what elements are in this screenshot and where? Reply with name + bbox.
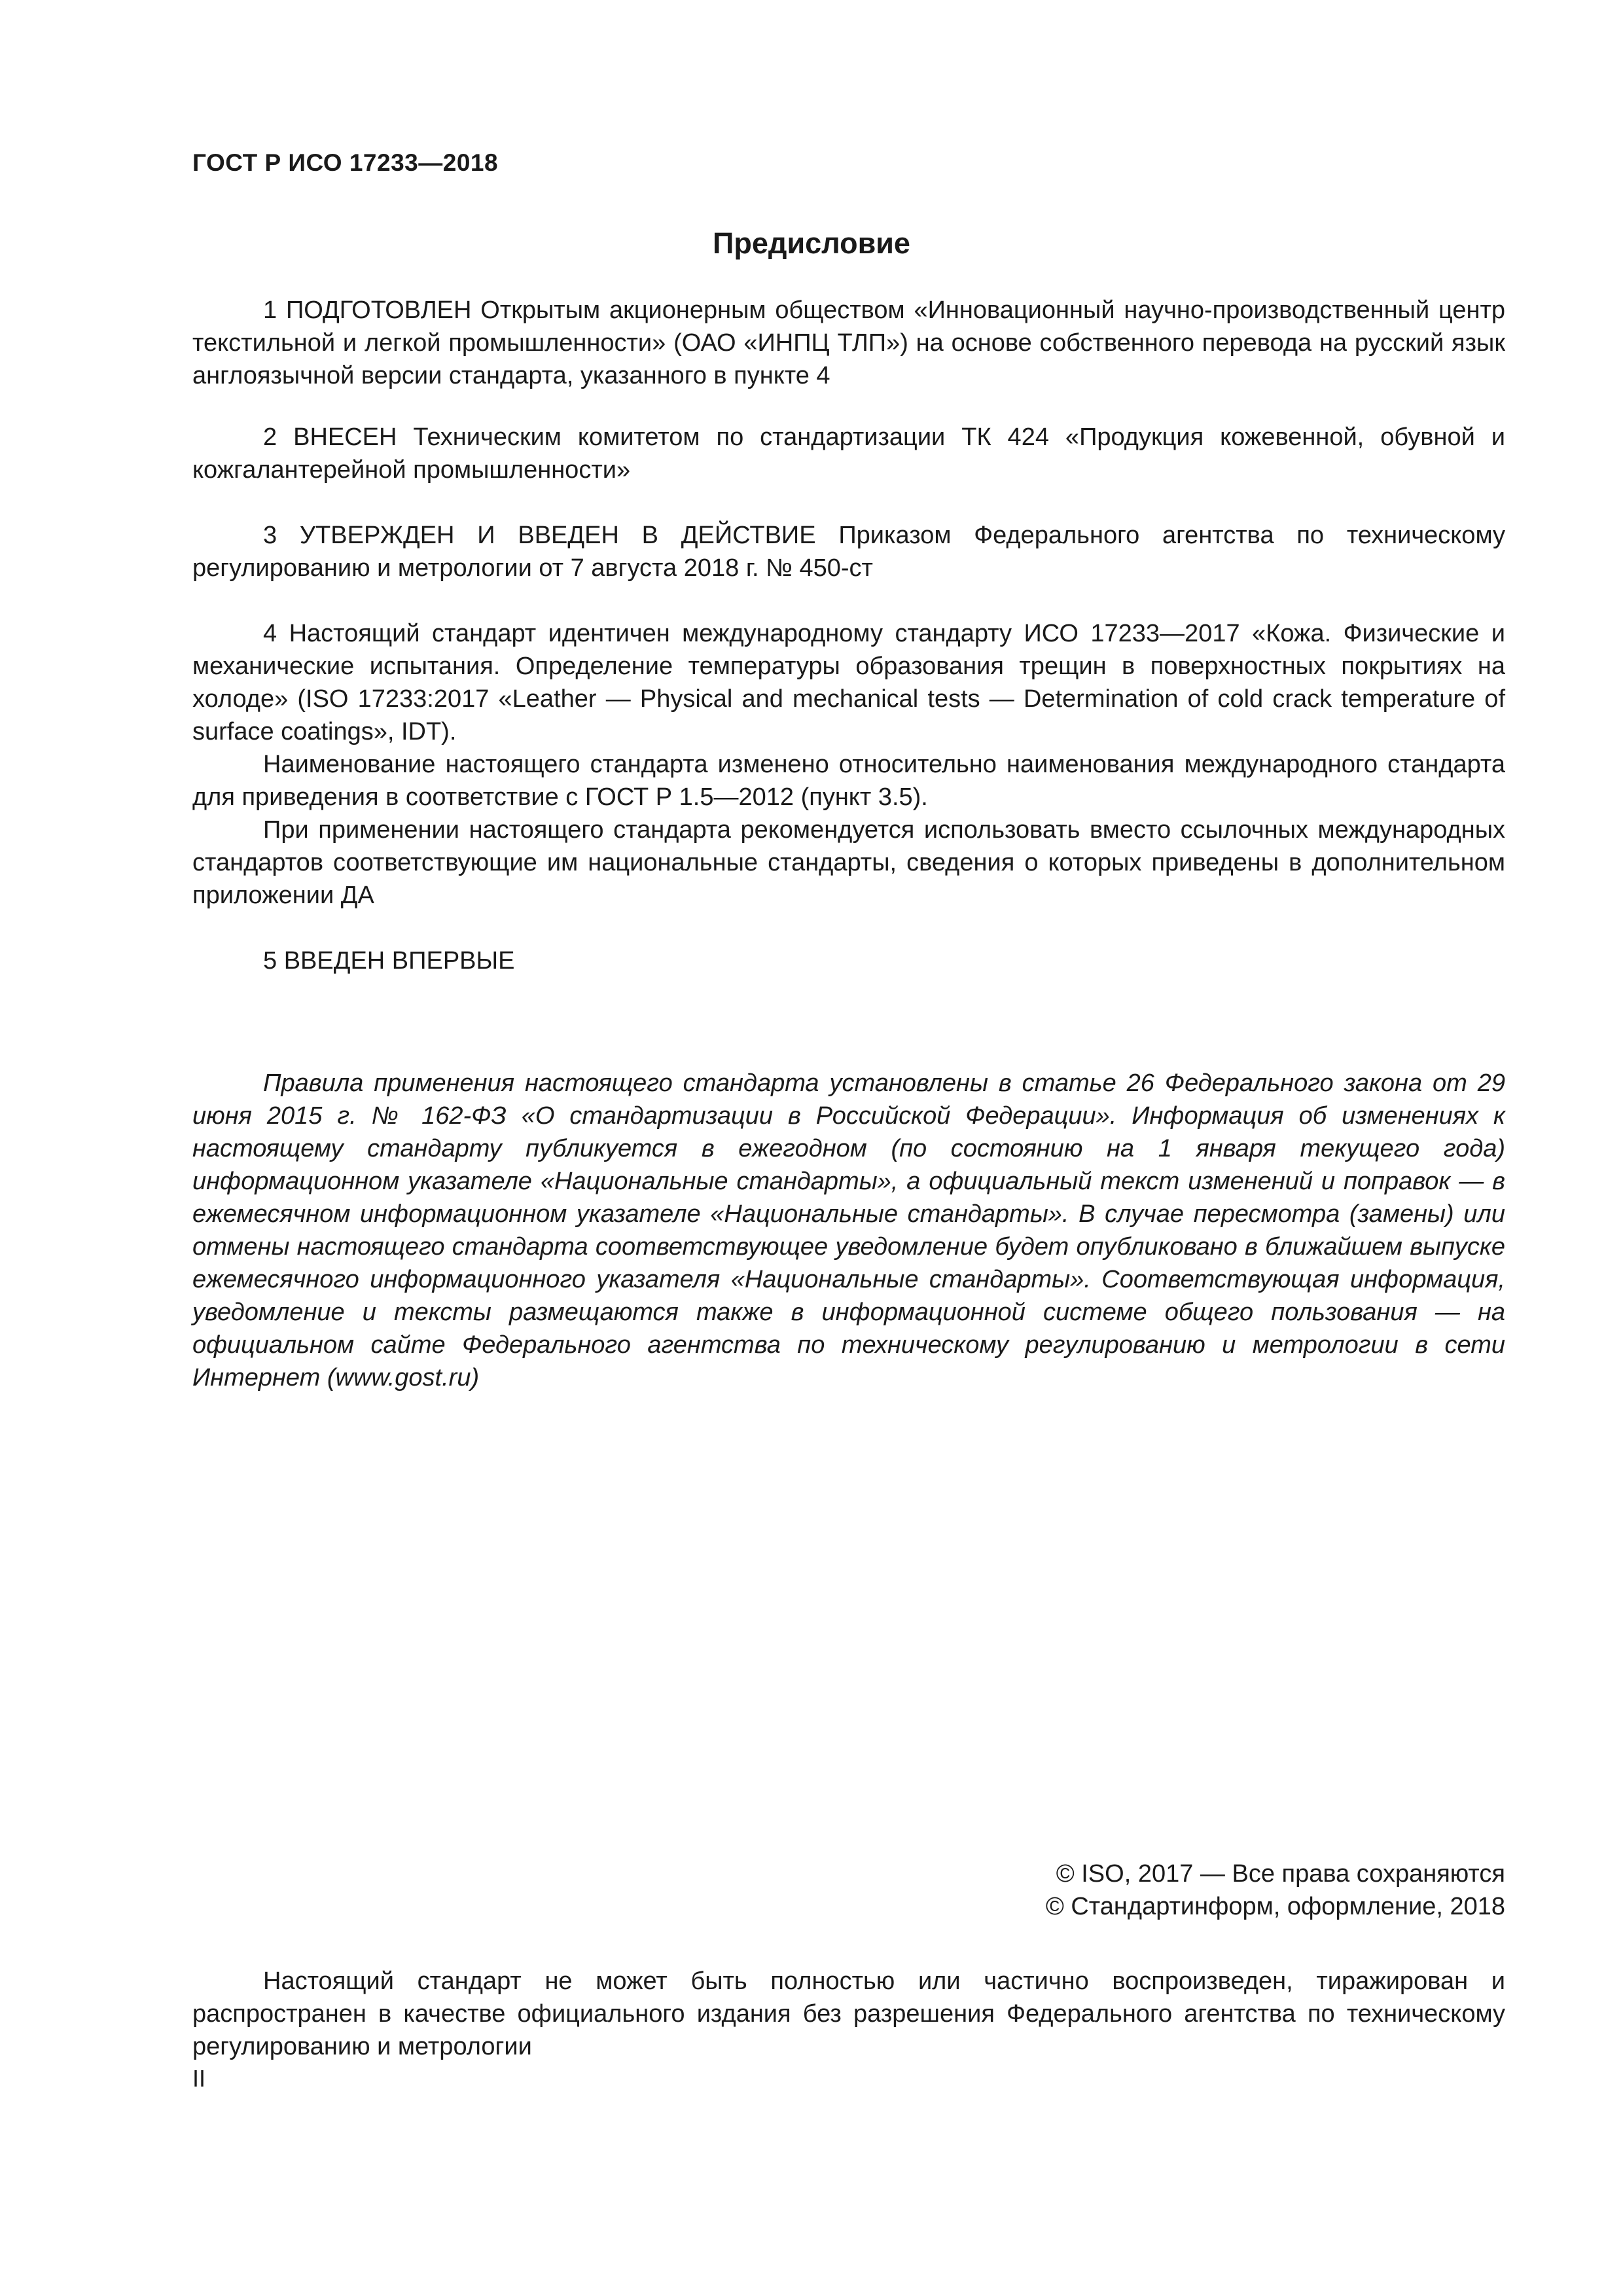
copyright-standartinform: © Стандартинформ, оформление, 2018 (1045, 1893, 1505, 1920)
item-5 (192, 944, 1505, 977)
copyright-block (1046, 1857, 1505, 1923)
item-4-text: 4 Настоящий стандарт идентичен международному стандарту ИСО 17233—2017 «Кожа. Физические и механические испытания. Определение температуры образования трещин в поверхностных покрытиях на холоде» (ISO 17233:2017 «Leather — Physical and mechanical tests — Determination of cold crack temperature of surface coatings», IDT). (192, 620, 1505, 745)
copyright-iso: © ISO, 2017 — Все права сохраняются (1056, 1860, 1505, 1888)
item-1 (192, 294, 1505, 392)
item-5-text: 5 ВВЕДЕН ВПЕРВЫЕ (263, 947, 515, 975)
item-4-application-note: При применении настоящего стандарта рекомендуется использовать вместо ссылочных международных стандартов соответствующие им национальные стандарты, сведения о которых приведены в дополнительном приложении ДА (192, 816, 1505, 909)
item-2-text: 2 ВНЕСЕН Техническим комитетом по стандартизации ТК 424 «Продукция кожевенной, обувной и кожгалантерейной промышленности» (192, 423, 1505, 484)
page-number: II (192, 2065, 206, 2092)
document-code: ГОСТ Р ИСО 17233—2018 (192, 149, 499, 176)
rules-notice (192, 1067, 1505, 1394)
reproduction-notice (192, 1965, 1505, 2063)
item-4-name-note: Наименование настоящего стандарта изменено относительно наименования международного стандарта для приведения в соответствие с ГОСТ Р 1.5—2012 (пункт 3.5). (192, 751, 1505, 811)
item-3-text: 3 УТВЕРЖДЕН И ВВЕДЕН В ДЕЙСТВИЕ Приказом Федерального агентства по техническому регулированию и метрологии от 7 августа 2018 г. № 450-ст (192, 522, 1505, 582)
page-title: Предисловие (713, 226, 910, 260)
item-1-text: 1 ПОДГОТОВЛЕН Открытым акционерным обществом «Инновационный научно-производственный центр текстильной и легкой промышленности» (ОАО «ИНПЦ ТЛП») на основе собственного перевода на русский язык англоязычной версии стандарта, указанного в пункте 4 (192, 296, 1505, 389)
item-3 (192, 519, 1505, 584)
item-2 (192, 421, 1505, 486)
rules-notice-text: Правила применения настоящего стандарта установлены в статье 26 Федерального закона от 29 июня 2015 г. № 162-ФЗ «О стандартизации в Российской Федерации». Информация об изменениях к настоящему стандарту публикуется в ежегодном (по состоянию на 1 января текущего года) информационном указателе «Национальные стандарты», а официальный текст изменений и поправок — в ежемесячном информационном указателе «Национальные стандарты». В случае пересмотра (замены) или отмены настоящего стандарта соответствующее уведомление будет опубликовано в ближайшем выпуске ежемесячного информационного указателя «Национальные стандарты». Соответствующая информация, уведомление и тексты размещаются также в информационной системе общего пользования — на официальном сайте Федерального агентства по техническому регулированию и метрологии в сети Интернет (www.gost.ru) (192, 1069, 1505, 1391)
reproduction-notice-text: Настоящий стандарт не может быть полностью или частично воспроизведен, тиражирован и распространен в качестве официального издания без разрешения Федерального агентства по техническому регулированию и метрологии (192, 1967, 1505, 2060)
item-4 (192, 617, 1505, 912)
